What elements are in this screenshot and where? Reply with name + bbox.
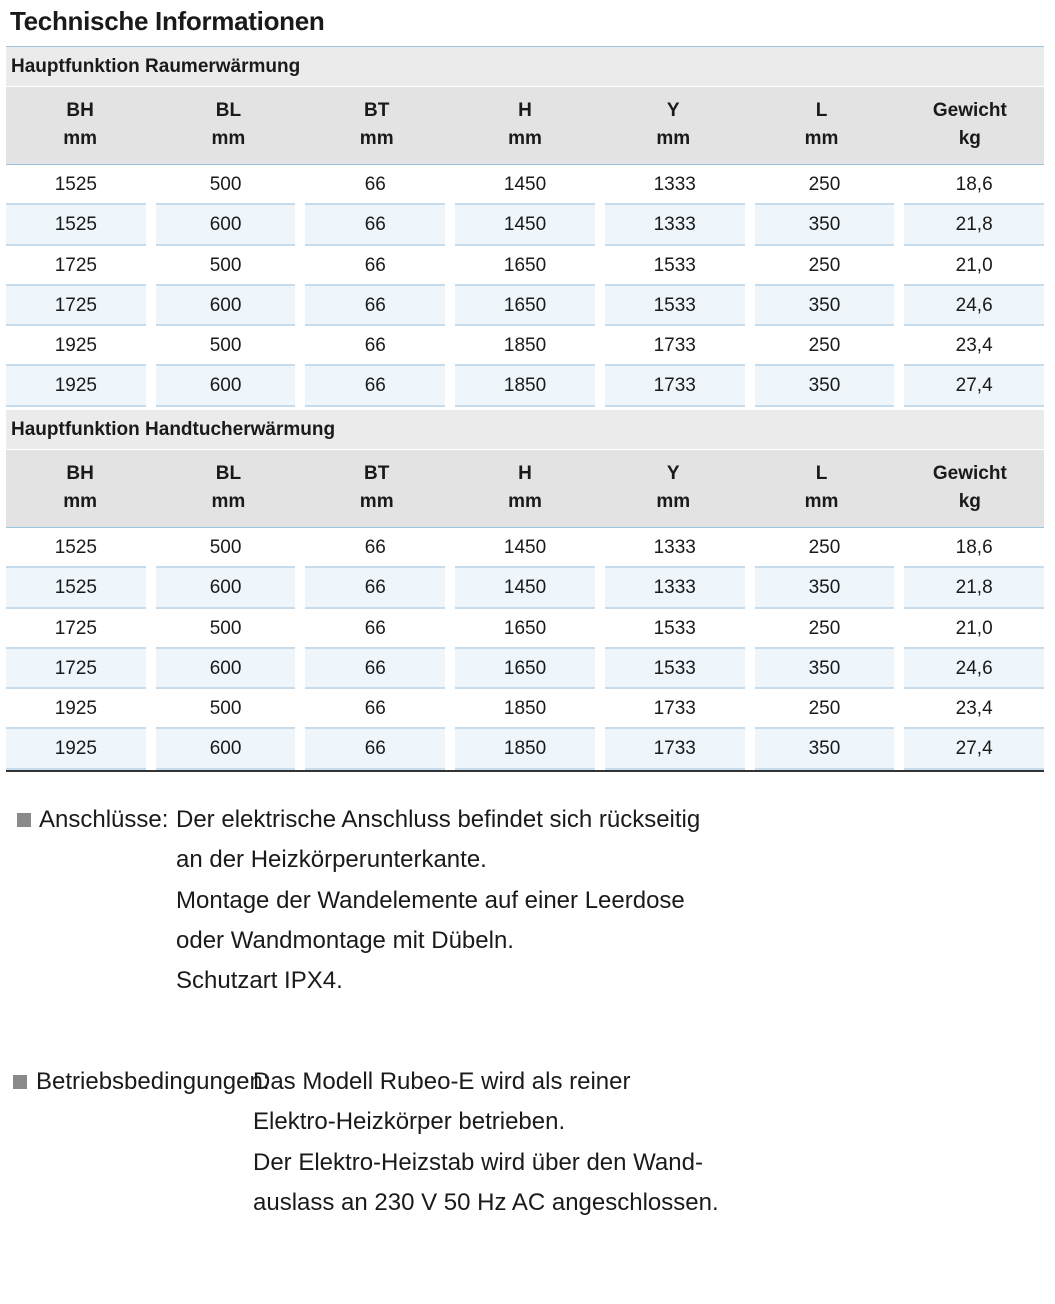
column-name: L [815,100,828,121]
table-cell: 1525 [6,528,146,568]
table-cell: 66 [305,366,445,406]
column-name: BH [66,100,94,121]
table-cell: 66 [305,286,445,326]
column-name: L [815,463,828,484]
table-body [6,165,1044,407]
note-line: Montage der Wandelemente auf einer Leerdose [176,886,685,914]
note-text [253,1062,719,1223]
column-name: Gewicht [932,463,1007,484]
table-cell: 66 [305,165,445,205]
note-line: an der Heizkörperunterkante. [176,846,487,874]
table-cell: 1725 [6,649,146,689]
column-header [154,450,302,527]
column-name: BL [215,100,242,121]
table-row [6,366,1044,406]
note-label: Betriebsbedingungen: [36,1068,270,1095]
column-header [451,450,599,527]
table-cell: 1850 [455,729,595,769]
table-cell: 1733 [605,689,745,729]
table-cell: 1450 [455,528,595,568]
table-cell: 1733 [605,729,745,769]
table-cell: 600 [156,205,296,245]
column-header [6,87,154,164]
table-cell: 600 [156,568,296,608]
section-title: Hauptfunktion Raumerwärmung [6,47,1044,87]
table-cell: 18,6 [904,165,1044,205]
table-cell: 350 [755,649,895,689]
table-cell: 500 [156,165,296,205]
table-cell: 1925 [6,729,146,769]
table-row [6,609,1044,649]
column-unit: mm [508,491,542,512]
table-row [6,649,1044,689]
table-cell: 250 [755,246,895,286]
table-cell: 1925 [6,366,146,406]
table-cell: 24,6 [904,286,1044,326]
table-cell: 66 [305,568,445,608]
table-cell: 1925 [6,689,146,729]
column-header [896,87,1044,164]
table-cell: 1725 [6,609,146,649]
column-unit: mm [804,491,839,512]
table-cell: 1925 [6,326,146,366]
column-name: Gewicht [932,100,1007,121]
note-line: oder Wandmontage mit Dübeln. [176,926,514,954]
column-unit: mm [359,491,394,512]
table-cell: 23,4 [904,689,1044,729]
table-cell: 1533 [605,609,745,649]
table-cell: 21,0 [904,246,1044,286]
table-cell: 1725 [6,246,146,286]
column-header [154,87,302,164]
column-unit: mm [508,128,542,149]
column-header [6,450,154,527]
column-unit: mm [804,128,839,149]
square-bullet-icon [17,813,31,827]
table-row [6,326,1044,366]
table-cell: 350 [755,286,895,326]
column-name: BH [66,463,94,484]
column-unit: mm [656,491,691,512]
table-cell: 1725 [6,286,146,326]
table-cell: 1525 [6,165,146,205]
table-cell: 23,4 [904,326,1044,366]
table-cell: 1533 [605,286,745,326]
table-header-row [6,87,1044,165]
table-cell: 1450 [455,165,595,205]
table-row [6,246,1044,286]
table-cell: 1333 [605,528,745,568]
column-header [747,87,895,164]
table-cell: 1650 [455,649,595,689]
section-title: Hauptfunktion Handtucherwärmung [6,410,1044,450]
table-cell: 1650 [455,246,595,286]
table-cell: 1333 [605,568,745,608]
table-cell: 500 [156,528,296,568]
table-cell: 18,6 [904,528,1044,568]
note-line: Schutzart IPX4. [176,967,343,995]
table-cell: 250 [755,609,895,649]
table-row [6,286,1044,326]
table-cell: 1850 [455,689,595,729]
table-row [6,689,1044,729]
table-header-row [6,450,1044,528]
table-cell: 250 [755,528,895,568]
table-cell: 1850 [455,366,595,406]
table-cell: 1533 [605,649,745,689]
table-cell: 250 [755,689,895,729]
table-cell: 66 [305,609,445,649]
square-bullet-icon [13,1075,27,1089]
column-unit: mm [656,128,691,149]
note-line: Elektro-Heizkörper betrieben. [253,1108,566,1136]
table-row [6,205,1044,245]
spec-table-handtucherwaermung [6,410,1044,770]
table-cell: 1650 [455,609,595,649]
column-name: BL [215,463,242,484]
table-cell: 600 [156,649,296,689]
table-cell: 500 [156,689,296,729]
table-cell: 500 [156,246,296,286]
table-cell: 66 [305,649,445,689]
column-header [303,87,451,164]
table-row [6,165,1044,205]
spec-table-raumerwaermung [6,47,1044,407]
table-cell: 27,4 [904,366,1044,406]
column-name: Y [666,463,680,484]
table-cell: 600 [156,366,296,406]
table-cell: 500 [156,609,296,649]
note-line: Das Modell Rubeo-E wird als reiner [253,1068,631,1095]
column-name: BT [364,100,390,121]
table-row [6,568,1044,608]
table-cell: 500 [156,326,296,366]
table-cell: 600 [156,286,296,326]
column-unit: mm [63,128,98,149]
table-cell: 1733 [605,326,745,366]
column-unit: mm [211,491,246,512]
table-cell: 350 [755,366,895,406]
table-cell: 350 [755,568,895,608]
column-header [747,450,895,527]
column-unit: mm [359,128,394,149]
column-unit: mm [211,128,246,149]
table-cell: 66 [305,528,445,568]
note-line: Der Elektro-Heizstab wird über den Wand- [253,1148,703,1176]
column-header [896,450,1044,527]
table-cell: 1533 [605,246,745,286]
table-cell: 250 [755,165,895,205]
table-cell: 1850 [455,326,595,366]
table-cell: 1650 [455,286,595,326]
table-row [6,729,1044,769]
table-cell: 21,0 [904,609,1044,649]
table-cell: 21,8 [904,568,1044,608]
column-name: H [518,100,532,121]
table-cell: 27,4 [904,729,1044,769]
table-cell: 1525 [6,568,146,608]
column-name: H [518,463,532,484]
page-title: Technische Informationen [10,6,325,36]
table-cell: 1525 [6,205,146,245]
table-cell: 350 [755,205,895,245]
column-header [599,450,747,527]
column-unit: kg [958,128,981,149]
note-text [176,800,700,1001]
table-cell: 66 [305,205,445,245]
table-cell: 1333 [605,205,745,245]
table-cell: 600 [156,729,296,769]
note-label: Anschlüsse: [39,806,169,833]
column-name: Y [666,100,680,121]
table-cell: 350 [755,729,895,769]
table-cell: 1733 [605,366,745,406]
table-cell: 66 [305,246,445,286]
column-unit: mm [63,491,98,512]
table-cell: 24,6 [904,649,1044,689]
table-cell: 66 [305,689,445,729]
note-line: Der elektrische Anschluss befindet sich rückseitig [176,806,701,833]
table-body [6,528,1044,770]
column-header [599,87,747,164]
table-cell: 1450 [455,205,595,245]
column-unit: kg [958,491,981,512]
table-cell: 66 [305,326,445,366]
table-cell: 250 [755,326,895,366]
column-header [451,87,599,164]
column-header [303,450,451,527]
column-name: BT [364,463,390,484]
table-row [6,528,1044,568]
note-line: auslass an 230 V 50 Hz AC angeschlossen. [253,1188,719,1216]
table-bottom-divider [6,770,1044,772]
table-cell: 1333 [605,165,745,205]
table-cell: 1450 [455,568,595,608]
table-cell: 66 [305,729,445,769]
table-cell: 21,8 [904,205,1044,245]
